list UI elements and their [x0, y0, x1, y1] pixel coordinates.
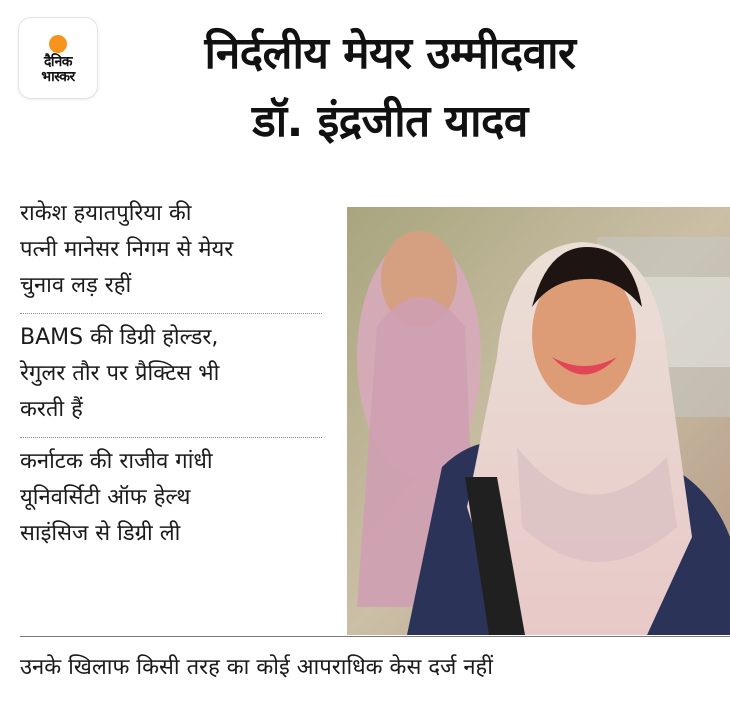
headline: [110, 20, 670, 156]
key-point-line: यूनिवर्सिटी ऑफ हेल्थ: [20, 485, 191, 510]
logo-text-line2: भास्कर: [41, 68, 75, 85]
key-point-degree: [20, 314, 322, 438]
key-point-husband: [20, 190, 322, 314]
key-points-list: [20, 190, 322, 561]
headline-line2: डॉ. इंद्रजीत यादव: [252, 96, 528, 147]
key-point-line: चुनाव लड़ रहीं: [20, 273, 132, 298]
key-point-line: राकेश हयातपुरिया की: [20, 201, 192, 226]
divider: [20, 636, 730, 637]
key-point-line: पत्नी मानेसर निगम से मेयर: [20, 237, 234, 262]
headline-line1: निर्दलीय मेयर उम्मीदवार: [204, 28, 576, 79]
key-point-line: BAMS की डिग्री होल्डर,: [20, 325, 219, 350]
key-point-line: साइंसिज से डिग्री ली: [20, 521, 181, 546]
logo-text-line1: दैनिक: [43, 53, 73, 70]
dainik-bhaskar-logo[interactable]: [19, 18, 97, 98]
key-point-university: [20, 438, 322, 561]
sun-icon: [45, 32, 71, 54]
key-point-line: रेगुलर तौर पर प्रैक्टिस भी: [20, 361, 220, 386]
key-point-line: करती हैं: [20, 397, 83, 422]
footer-note: उनके खिलाफ किसी तरह का कोई आपराधिक केस दर्ज नहीं: [20, 655, 493, 680]
key-point-line: कर्नाटक की राजीव गांधी: [20, 449, 213, 474]
candidate-photo: [347, 207, 730, 635]
